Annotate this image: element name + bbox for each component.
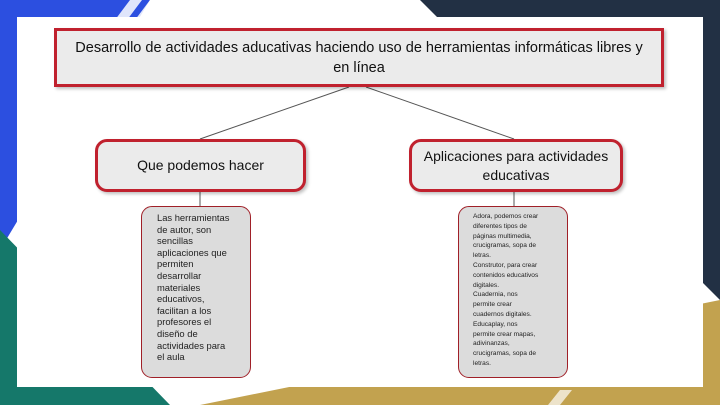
- root-node-title: [54, 28, 664, 87]
- branch-node-right: [409, 139, 623, 192]
- detail-node-right: Adora, podemos crear diferentes tipos de páginas multimedia, crucigramas, sopa de letras. Construtor, para crear contenidos educativos digitales. Cuadernia, nos permite crear cuadernos digitales. Educaplay, nos permite crear mapas, adivinanzas, crucigramas, sopa de letras.: [458, 206, 568, 378]
- slide-canvas: [17, 17, 703, 387]
- connector-right: [366, 87, 514, 139]
- branch-right-heading: Aplicaciones para actividades educativas: [423, 147, 609, 183]
- connector-left: [200, 87, 349, 139]
- branch-node-left: [95, 139, 306, 192]
- detail-node-left: Las herramientas de autor, son sencillas aplicaciones que permiten desarrollar materiales educativos, facilitan a los profesores el diseño de actividades para el aula: [141, 206, 251, 378]
- branch-left-heading: Que podemos hacer: [137, 157, 264, 173]
- root-node-text: Desarrollo de actividades aducativas haciendo uso de herramientas informáticas libres y en línea: [75, 39, 643, 76]
